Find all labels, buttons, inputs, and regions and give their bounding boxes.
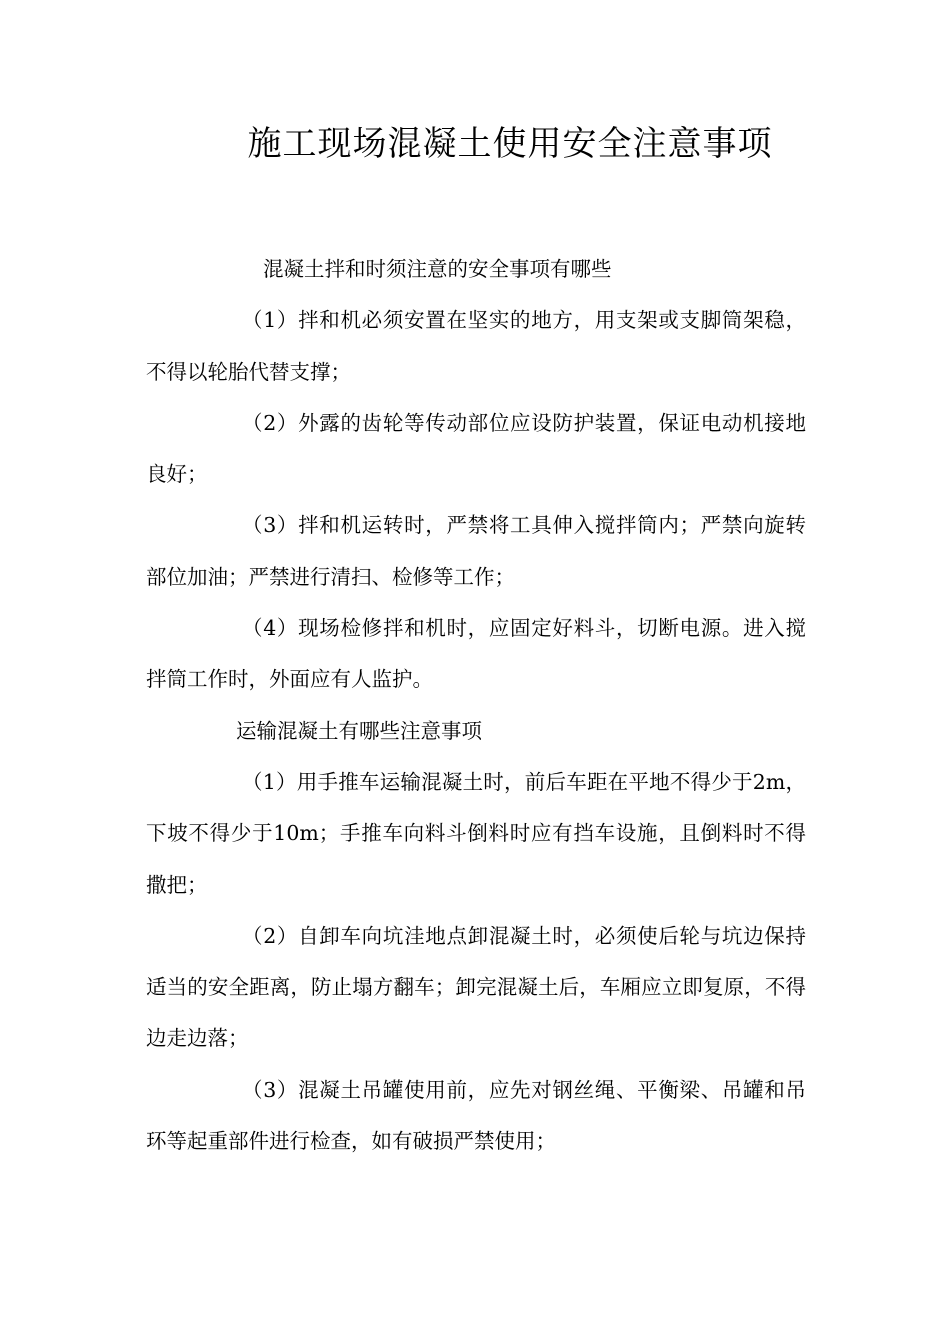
list-item: （3）混凝土吊罐使用前，应先对钢丝绳、平衡梁、吊罐和吊环等起重部件进行检查，如有破损严禁使用； <box>146 1077 806 1154</box>
list-item: （1）用手推车运输混凝土时，前后车距在平地不得少于2m，下坡不得少于10m；手推车向料斗倒料时应有挡车设施，且倒料时不得撒把； <box>146 769 806 897</box>
document-title: 施工现场混凝土使用安全注意事项 <box>247 124 773 164</box>
list-item: （2）自卸车向坑洼地点卸混凝土时，必须使后轮与坑边保持适当的安全距离，防止塌方翻车；卸完混凝土后，车厢应立即复原，不得边走边落； <box>146 923 806 1051</box>
section-heading-transport: 运输混凝土有哪些注意事项 <box>236 718 482 743</box>
list-item: （1）拌和机必须安置在坚实的地方，用支架或支脚筒架稳，不得以轮胎代替支撑； <box>146 308 806 384</box>
list-item: （2）外露的齿轮等传动部位应设防护装置，保证电动机接地良好； <box>146 410 806 487</box>
list-item: （3）拌和机运转时，严禁将工具伸入搅拌筒内；严禁向旋转部位加油；严禁进行清扫、检修等工作； <box>146 513 806 589</box>
list-item: （4）现场检修拌和机时，应固定好料斗，切断电源。进入搅拌筒工作时，外面应有人监护。 <box>146 616 806 692</box>
section-heading-mixing: 混凝土拌和时须注意的安全事项有哪些 <box>263 257 612 281</box>
document-body <box>146 244 806 1167</box>
